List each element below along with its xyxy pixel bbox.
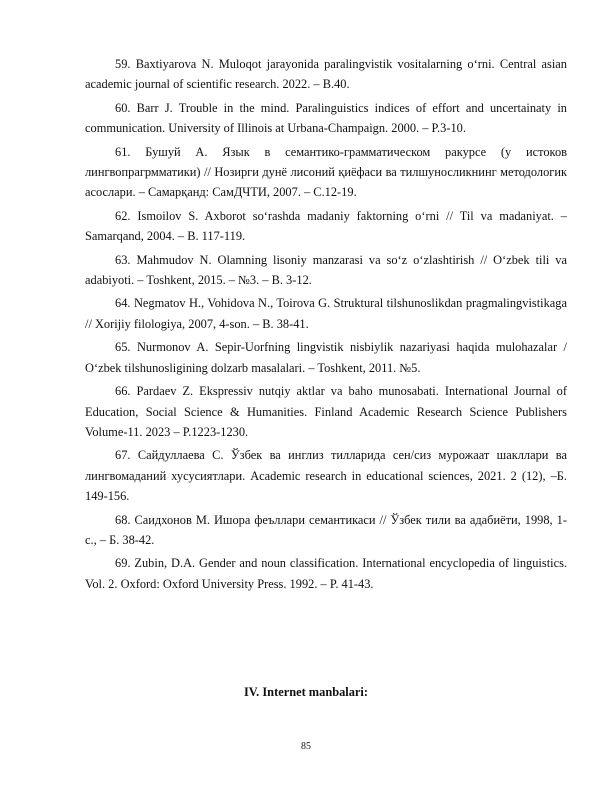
reference-item [85, 445, 567, 506]
reference-list [85, 54, 567, 597]
reference-item [85, 293, 567, 334]
reference-item [85, 98, 567, 139]
reference-item [85, 54, 567, 95]
reference-number: 61. [115, 144, 131, 159]
reference-text: Barr J. Trouble in the mind. Paralinguistics indices of effort and uncertainaty in communication. University of Illinois at Urbana-Champaign. 2000. – P.3-10. [85, 100, 567, 136]
reference-item [85, 250, 567, 291]
reference-number: 62. [115, 208, 131, 223]
reference-text: Саидхонов М. Ишора феъллари семантикаси // Ўзбек тили ва адабиёти, 1998, 1-с., – Б. 38-42. [85, 512, 567, 547]
reference-number: 59. [115, 57, 131, 71]
reference-item [85, 142, 567, 203]
reference-number: 69. [115, 556, 131, 571]
reference-text: Nurmonov A. Sepir-Uorfning lingvistik nisbiylik nazariyasi haqida mulohazalar / O‘zbek tilshunosligining dolzarb masalalari. – Toshkent, 2011. №5. [85, 340, 567, 375]
reference-text: Ismoilov S. Axborot so‘rashda madaniy faktorning o‘rni // Til va madaniyat. – Samarqand, 2004. – B. 117-119. [85, 208, 567, 244]
reference-text: Negmatov H., Vohidova N., Toirova G. Struktural tilshunoslikdan pragmalingvistikaga // Xorijiy filologiya, 2007, 4-son. – B. 38-41. [85, 296, 567, 331]
reference-item [85, 381, 567, 442]
reference-item [85, 553, 567, 594]
reference-text: Zubin, D.A. Gender and noun classification. International encyclopedia of linguistics. Vol. 2. Oxford: Oxford University Press. 1992. – P. 41-43. [85, 556, 567, 591]
page-number: 85 [301, 741, 311, 752]
reference-text: Сайдуллаева С. Ўзбек ва инглиз тилларида сен/сиз мурожаат шакллари ва лингвомаданий хусусиятлари. Academic research in educational sciences, 2021. 2 (12), –Б. 149-156. [85, 448, 567, 504]
reference-number: 67. [115, 448, 131, 463]
reference-number: 64. [115, 296, 131, 311]
reference-text: Mahmudov N. Olamning lisoniy manzarasi va so‘z o‘zlashtirish // O‘zbek tili va adabiyoti. – Toshkent, 2015. – №3. – B. 3-12. [85, 252, 567, 288]
reference-text: Бушуй А. Язык в семантико-грамматическом ракурсе (у истоков лингвопрагрмматики) // Нозирги дунё лисоний қиёфаси ва тилшуносликнинг методологик асослари. – Самарқанд: СамДЧТИ, 2007. – С.12-19. [85, 144, 567, 200]
reference-text: Baxtiyarova N. Muloqot jarayonida paralingvistik vositalarning o‘rni. Central asian academic journal of scientific research. 2022. – B.40. [85, 57, 567, 92]
reference-number: 66. [115, 384, 131, 399]
reference-number: 65. [115, 340, 131, 355]
reference-number: 68. [115, 512, 131, 527]
reference-item [85, 206, 567, 247]
reference-item [85, 337, 567, 378]
reference-text: Pardaev Z. Ekspressiv nutqiy aktlar va baho munosabati. International Journal of Education, Social Science & Humanities. Finland Academic Research Science Publishers Volume-11. 2023 – P.1223-1230. [85, 384, 567, 439]
reference-number: 63. [115, 252, 131, 267]
reference-number: 60. [115, 100, 131, 115]
section-heading: IV. Internet manbalari: [243, 685, 369, 699]
reference-item [85, 510, 567, 551]
